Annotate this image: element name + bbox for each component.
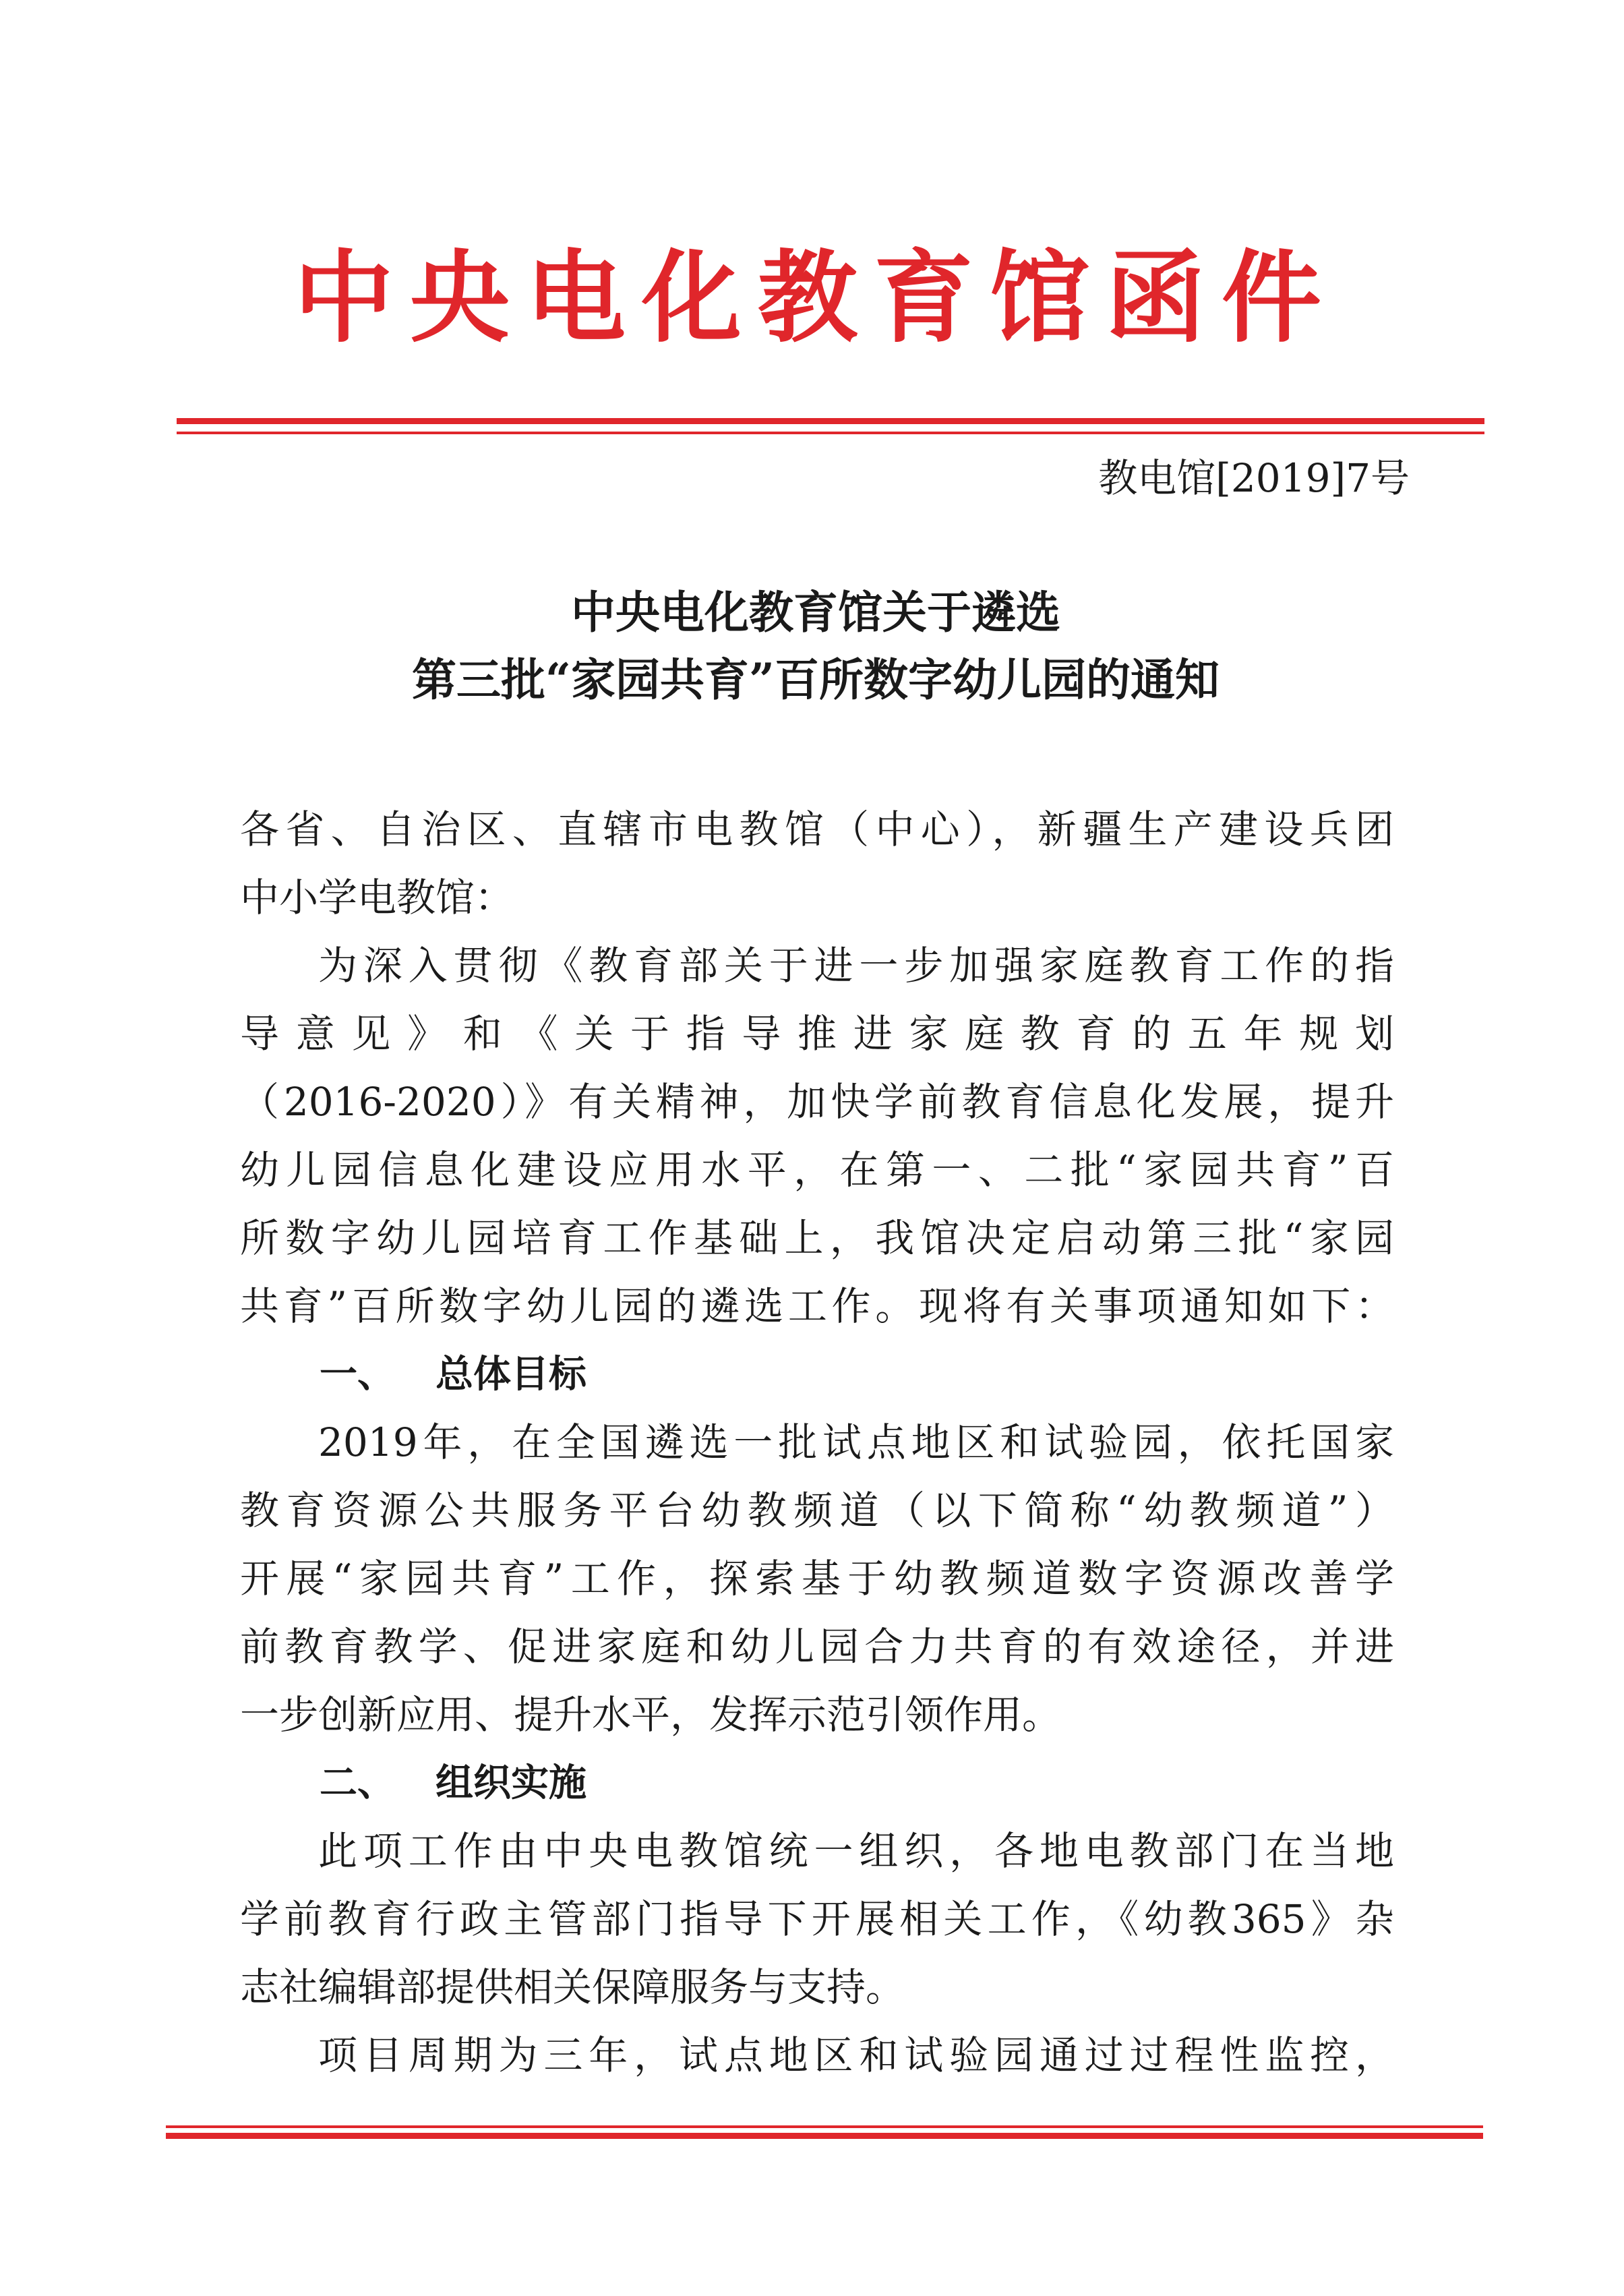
letterhead-title: 中央电化教育馆函件 [294,239,1337,356]
section2-line: 志社编辑部提供相关保障服务与支持。 [240,1964,905,2010]
letterhead-rule-thin [177,432,1484,434]
section1-line: 开展“家园共育”工作，探索基于幼教频道数字资源改善学 [240,1556,1394,1601]
section2-line: 项目周期为三年，试点地区和试验园通过过程性监控， [318,2032,1394,2078]
salutation-line: 中小学电教馆： [240,875,514,920]
title-line-2: 第三批“家园共育”百所数字幼儿园的通知 [412,653,1220,706]
section-heading [240,1341,1394,1409]
intro-line: 为深入贯彻《教育部关于进一步加强家庭教育工作的指 [318,943,1394,989]
intro-line: 共育”百所数字幼儿园的遴选工作。现将有关事项通知如下： [240,1283,1394,1329]
letterhead-rule-thick [177,418,1484,424]
footer-rule-thick [166,2133,1483,2139]
notice-title [175,579,1456,713]
salutation-line: 各省、自治区、直辖市电教馆（中心），新疆生产建设兵团 [240,806,1394,852]
section1-line: 一步创新应用、提升水平，发挥示范引领作用。 [240,1692,1062,1738]
title-line-1: 中央电化教育馆关于遴选 [571,586,1060,639]
section1-line: 教育资源公共服务平台幼教频道（以下简称“幼教频道”） [240,1488,1394,1533]
intro-line: 导意见》和《关于指导推进家庭教育的五年规划 [240,1011,1394,1057]
section2-line: 学前教育行政主管部门指导下开展相关工作，《幼教365》杂 [240,1896,1394,1942]
intro-line: 幼儿园信息化建设应用水平，在第一、二批“家园共育”百 [240,1147,1394,1193]
intro-line: （2016-2020）》有关精神，加快学前教育信息化发展，提升 [240,1079,1394,1125]
section1-line: 2019年，在全国遴选一批试点地区和试验园，依托国家 [318,1419,1394,1465]
section-number: 一、 [320,1353,395,1396]
section-heading [240,1749,1394,1817]
document-number: 教电馆[2019]7号 [1098,455,1410,501]
section-title: 组织实施 [435,1761,587,1805]
section1-line: 前教育教学、促进家庭和幼儿园合力共育的有效途径，并进 [240,1624,1394,1670]
section-number: 二、 [320,1761,395,1805]
intro-line: 所数字幼儿园培育工作基础上，我馆决定启动第三批“家园 [240,1215,1394,1261]
notice-body [240,796,1394,2090]
section2-line: 此项工作由中央电教馆统一组织，各地电教部门在当地 [318,1828,1394,1874]
footer-rule-thin [166,2125,1483,2128]
section-title: 总体目标 [435,1353,587,1396]
